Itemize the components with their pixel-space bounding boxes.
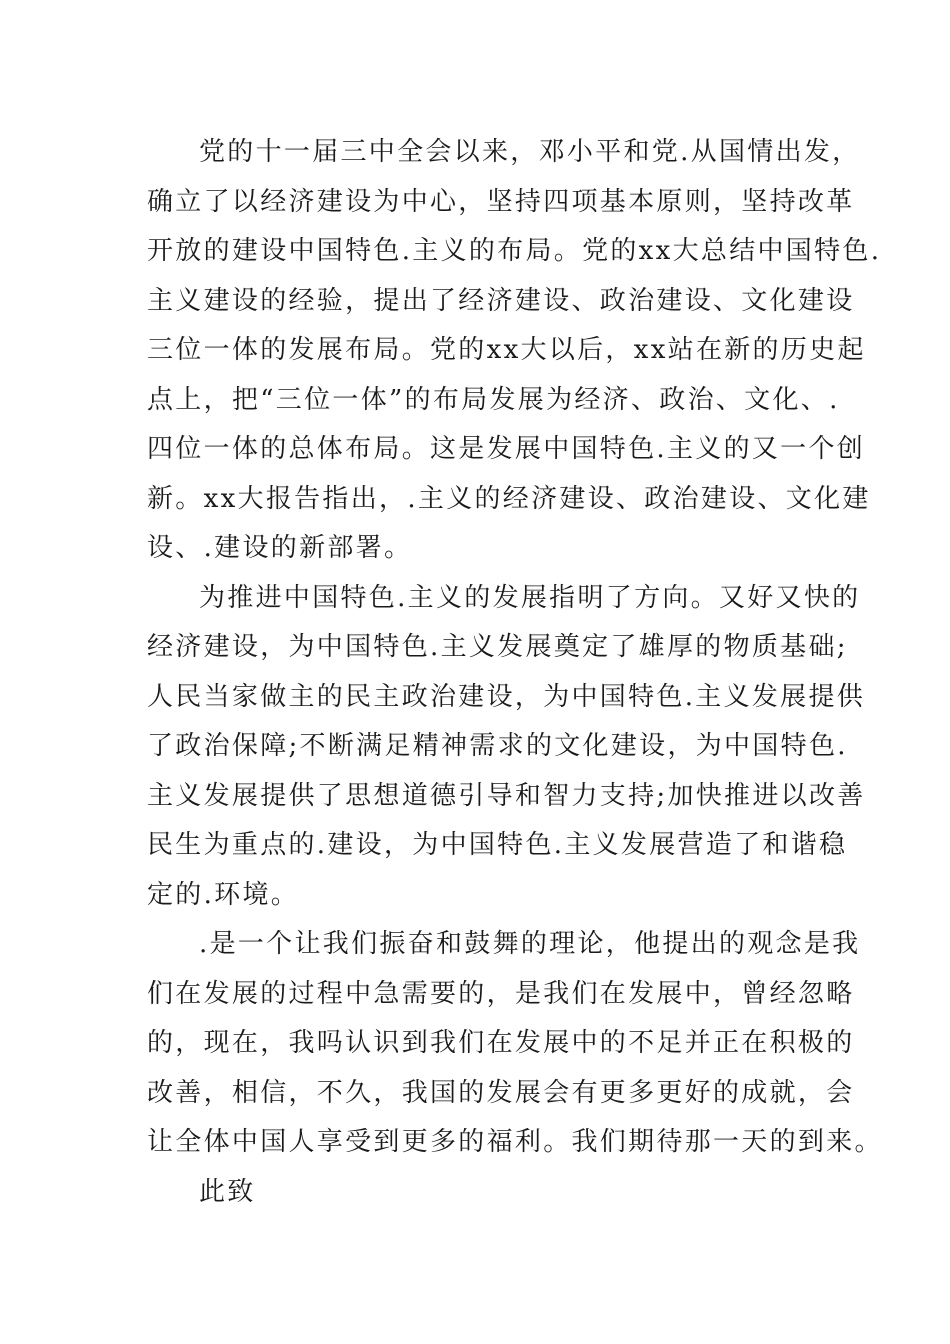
paragraph-3	[147, 920, 883, 1168]
text-line: 了政治保障;不断满足精神需求的文化建设，为中国特色.	[147, 731, 848, 761]
paragraph-1	[147, 128, 882, 574]
text-line: 点上，把“三位一体”的布局发展为经济、政治、文化、.	[147, 384, 840, 415]
text-line: 主义发展提供了思想道德引导和智力支持;加快推进以改善	[147, 780, 866, 811]
text-line: 为推进中国特色.主义的发展指明了方向。又好又快的	[199, 582, 861, 613]
closing-salutation	[147, 1168, 817, 1218]
text-line: 民生为重点的.建设，为中国特色.主义发展营造了和谐稳	[147, 830, 848, 860]
paragraph-2	[147, 574, 866, 921]
text-line: 人民当家做主的民主政治建设，为中国特色.主义发展提供	[147, 681, 866, 712]
text-line: 设、.建设的新部署。	[147, 533, 413, 563]
document-body	[147, 128, 883, 1217]
text-line: 新。xx大报告指出，.主义的经济建设、政治建设、文化建	[147, 483, 871, 514]
text-line: 四位一体的总体布局。这是发展中国特色.主义的又一个创	[147, 434, 866, 464]
text-line: 让全体中国人享受到更多的福利。我们期待那一天的到来。	[147, 1127, 883, 1157]
text-line: 的，现在，我吗认识到我们在发展中的不足并正在积极的	[147, 1028, 855, 1058]
text-line: 主义建设的经验，提出了经济建设、政治建设、文化建设	[147, 285, 855, 316]
text-line: 确立了以经济建设为中心，坚持四项基本原则，坚持改革	[147, 186, 855, 217]
text-line: 改善，相信，不久，我国的发展会有更多更好的成就，会	[147, 1077, 855, 1108]
text-line: 开放的建设中国特色.主义的布局。党的xx大总结中国特色.	[147, 236, 882, 266]
text-line: 们在发展的过程中急需要的，是我们在发展中，曾经忽略	[147, 978, 855, 1009]
text-line: 三位一体的发展布局。党的xx大以后，xx站在新的历史起	[147, 335, 866, 365]
text-line: 定的.环境。	[147, 879, 300, 910]
text-line: 此致	[199, 1176, 256, 1207]
text-line: 经济建设，为中国特色.主义发展奠定了雄厚的物质基础;	[147, 632, 848, 662]
text-line: 党的十一届三中全会以来，邓小平和党.从国情出发，	[199, 137, 861, 167]
text-line: .是一个让我们振奋和鼓舞的理论，他提出的观念是我	[199, 929, 861, 959]
